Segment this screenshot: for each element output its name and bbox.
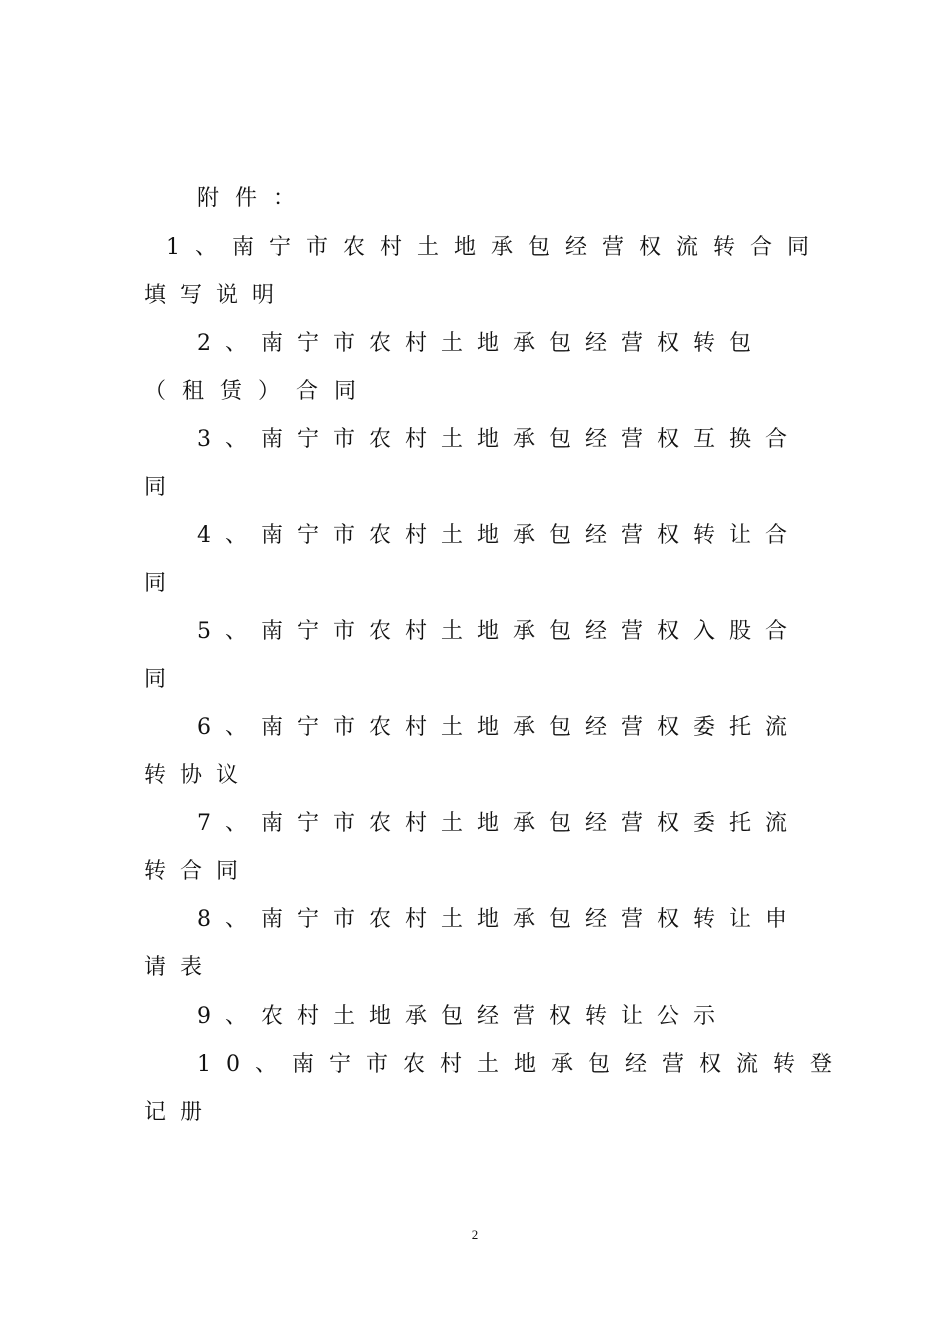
- attachment-item-6-line-2: 转协议: [144, 763, 253, 788]
- page-number: 2: [471, 1227, 479, 1242]
- attachment-item-7-line-1: 7、南宁市农村土地承包经营权委托流: [197, 811, 801, 836]
- attachment-item-1-line-1: 1、南宁市农村土地承包经营权流转合同: [166, 235, 824, 260]
- attachment-item-4-line-1: 4、南宁市农村土地承包经营权转让合: [197, 523, 801, 548]
- attachment-item-2-line-2: （租赁）合同: [144, 379, 373, 404]
- attachment-item-9-line-1: 9、农村土地承包经营权转让公示: [197, 1004, 729, 1029]
- attachment-item-5-line-2: 同: [144, 667, 181, 692]
- attachment-item-7-line-2: 转合同: [144, 859, 253, 884]
- attachment-item-5-line-1: 5、南宁市农村土地承包经营权入股合: [197, 619, 801, 644]
- attachment-item-3-line-2: 同: [144, 475, 181, 500]
- attachment-item-8-line-1: 8、南宁市农村土地承包经营权转让申: [197, 907, 801, 932]
- attachment-item-2-line-1: 2、南宁市农村土地承包经营权转包: [197, 331, 765, 356]
- attachment-item-1-line-2: 填写说明: [144, 283, 289, 308]
- attachment-item-3-line-1: 3、南宁市农村土地承包经营权互换合: [197, 427, 801, 452]
- attachment-item-6-line-1: 6、南宁市农村土地承包经营权委托流: [197, 715, 801, 740]
- attachment-heading: 附件：: [197, 186, 312, 211]
- attachment-item-8-line-2: 请表: [144, 955, 217, 980]
- attachment-item-10-line-1: 10、南宁市农村土地承包经营权流转登: [197, 1052, 847, 1077]
- attachment-item-10-line-2: 记册: [144, 1100, 217, 1125]
- attachment-item-4-line-2: 同: [144, 571, 181, 596]
